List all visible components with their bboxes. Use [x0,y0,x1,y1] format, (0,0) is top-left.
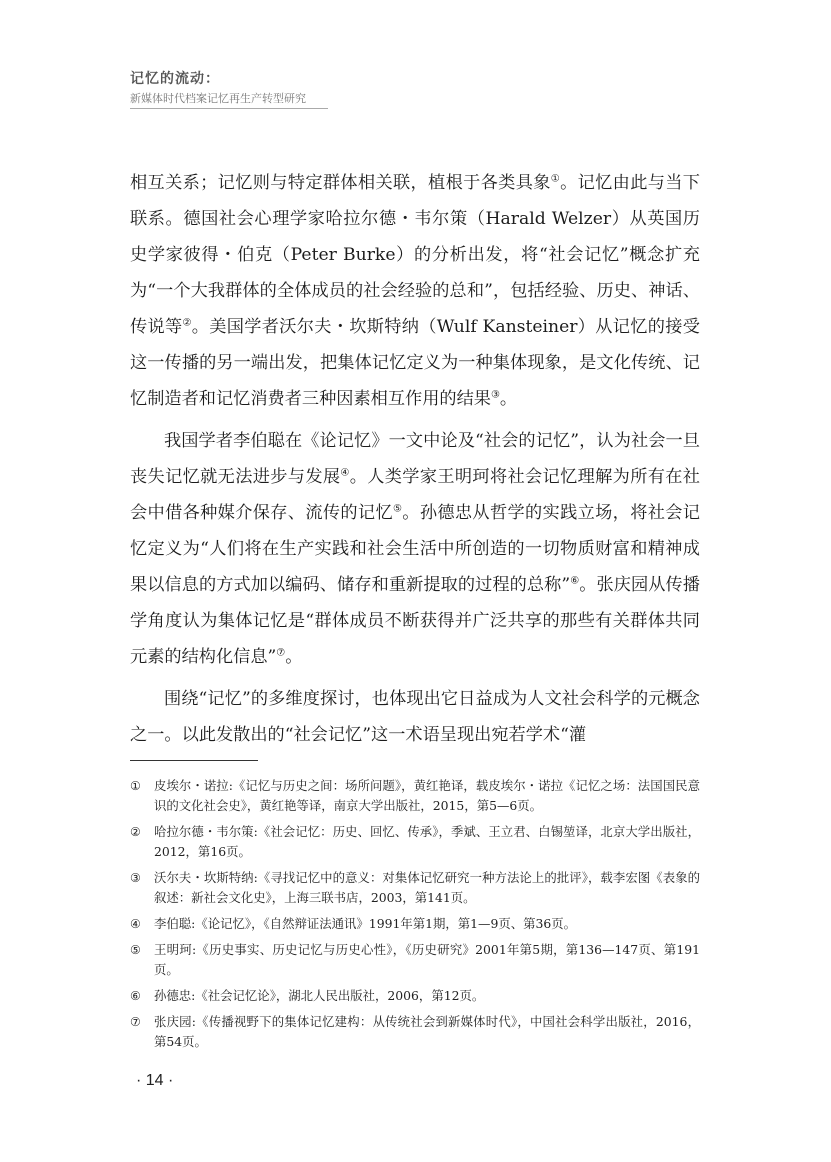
footnote-marker: ④ [130,917,141,931]
text-run: 。人类学家王明珂将社会记忆理解为所有在社会中借各种媒介保存、流传的记忆 [130,467,700,523]
footnote-text: 沃尔夫・坎斯特纳:《寻找记忆中的意义：对集体记忆研究一种方法论上的批评》，载李宏图《表象的叙述：新社会文化史》，上海三联书店，2003，第141页。 [154,870,700,905]
footnote-ref-1[interactable]: ① [550,173,561,185]
footnote-marker: ⑤ [130,943,141,957]
header-rule [130,108,328,109]
footnote-text: 孙德忠:《社会记忆论》，湖北人民出版社，2006，第12页。 [154,988,485,1003]
text-run: 。 [499,389,518,409]
footnote-text: 哈拉尔德・韦尔策:《社会记忆：历史、回忆、传承》，季斌、王立君、白锡堃译，北京大学出版社，2012，第16页。 [154,824,700,859]
footnotes [130,776,700,1058]
footnote-2 [130,822,700,862]
book-title: 记忆的流动： [130,71,220,87]
footnote-4 [130,914,700,934]
footnote-1 [130,776,700,816]
running-header [130,70,330,107]
footnote-marker: ② [130,825,141,839]
footnote-rule [130,760,258,761]
footnote-3 [130,868,700,908]
footnote-marker: ⑥ [130,989,141,1003]
footnote-5 [130,940,700,980]
footnote-6 [130,986,700,1006]
book-subtitle: 新媒体时代档案记忆再生产转型研究 [130,92,306,105]
footnote-ref-3[interactable]: ③ [490,389,500,401]
text-run: 。张庆园从传播学角度认为集体记忆是“群体成员不断获得并广泛共享的那些有关群体共同元素的结构化信息” [130,575,700,667]
footnote-ref-5[interactable]: ⑤ [392,503,403,515]
footnote-text: 皮埃尔・诺拉:《记忆与历史之间：场所问题》，黄红艳译，载皮埃尔・诺拉《记忆之场：法国国民意识的文化社会史》，黄红艳等译，南京大学出版社，2015，第5—6页。 [154,778,700,813]
footnote-marker: ③ [130,871,141,885]
paragraph-2 [130,423,700,675]
footnote-7 [130,1012,700,1052]
text-run: 相互关系；记忆则与特定群体相关联，植根于各类具象 [130,173,551,193]
text-run: 我国学者李伯聪在《论记忆》一文中论及“社会的记忆”，认为社会一旦丧失记忆就无法进步与发展 [130,431,700,487]
footnote-text: 李伯聪:《论记忆》，《自然辩证法通讯》1991年第1期，第1—9页、第36页。 [154,916,577,931]
footnote-ref-2[interactable]: ② [182,317,192,329]
page-number: · 14 · [136,1072,174,1089]
paragraph-1 [130,165,700,417]
text-run: 。美国学者沃尔夫・坎斯特纳（Wulf Kansteiner）从记忆的接受这一传播的另一端出发，把集体记忆定义为一种集体现象，是文化传统、记忆制造者和记忆消费者三种因素相互作用的结果 [130,317,700,409]
footnote-text: 王明珂:《历史事实、历史记忆与历史心性》，《历史研究》2001年第5期，第136—147页、第191页。 [154,942,700,977]
text-run: 。记忆由此与当下联系。德国社会心理学家哈拉尔德・韦尔策（Harald Welzer）从英国历史学家彼得・伯克（Peter Burke）的分析出发，将“社会记忆”概念扩充为“一个大我群体的全体成员的社会经验的总和”，包括经验、历史、神话、传说等 [130,173,700,337]
main-text [130,165,700,753]
paragraph-3: 围绕“记忆”的多维度探讨，也体现出它日益成为人文社会科学的元概念之一。以此发散出的“社会记忆”这一术语呈现出宛若学术“灌 [130,689,700,745]
footnote-marker: ① [130,779,141,793]
text-run: 。孙德忠从哲学的实践立场，将社会记忆定义为“人们将在生产实践和社会生活中所创造的一切物质财富和精神成果以信息的方式加以编码、储存和重新提取的过程的总称” [130,503,700,595]
footnote-ref-7[interactable]: ⑦ [276,647,286,659]
footnote-ref-4[interactable]: ④ [340,467,350,479]
footnote-ref-6[interactable]: ⑥ [570,575,580,587]
footnote-marker: ⑦ [130,1015,141,1029]
footnote-text: 张庆园:《传播视野下的集体记忆建构：从传统社会到新媒体时代》，中国社会科学出版社，2016，第54页。 [154,1014,700,1049]
text-run: 。 [285,647,303,667]
